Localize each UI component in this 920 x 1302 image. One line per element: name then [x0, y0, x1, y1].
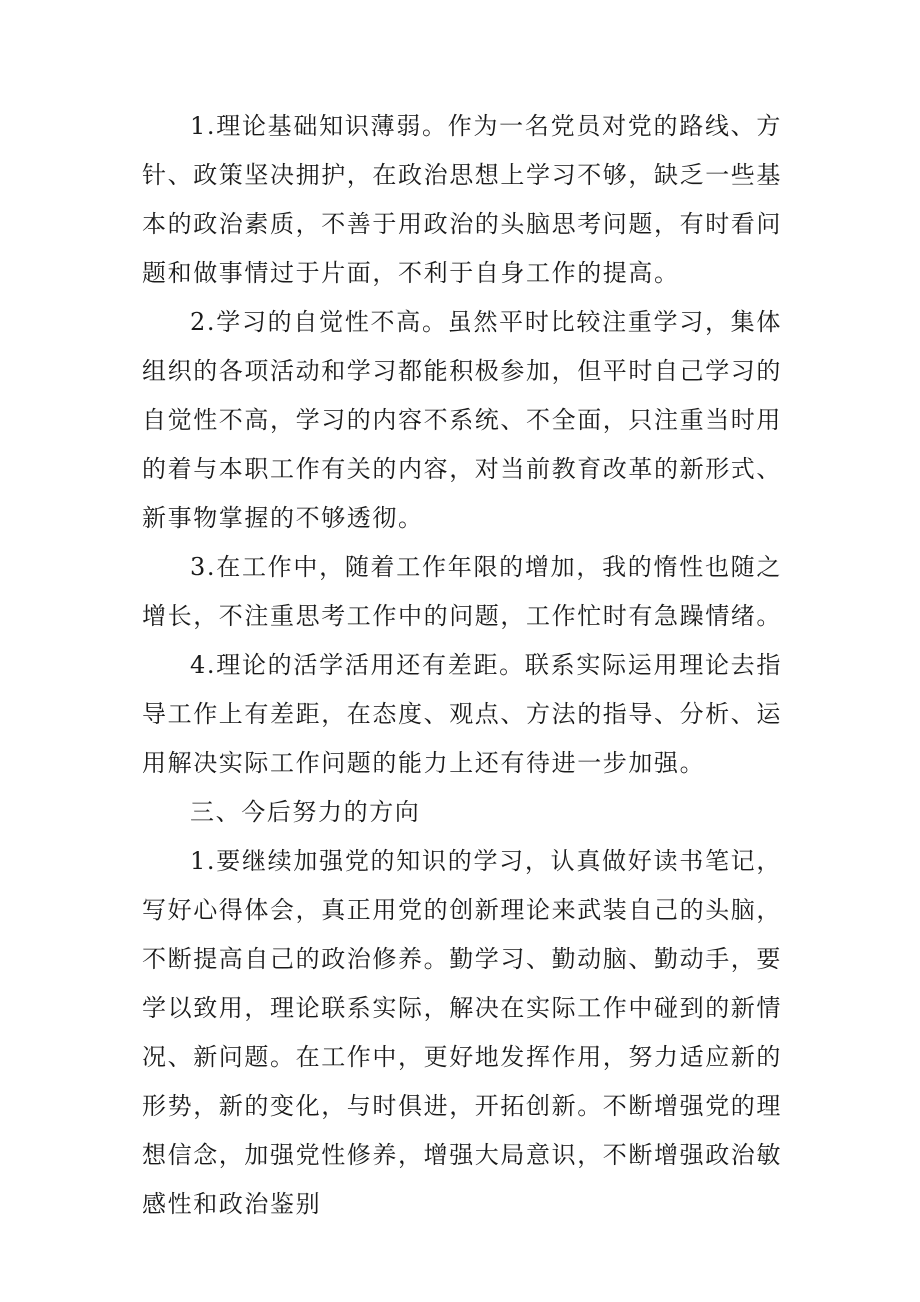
document-body: [142, 102, 782, 1229]
paragraph-weak-theory: 1.理论基础知识薄弱。作为一名党员对党的路线、方针、政策坚决拥护，在政治思想上学习不够，缺乏一些基本的政治素质，不善于用政治的头脑思考问题，有时看问题和做事情过于片面，不利于自身工作的提高。: [142, 112, 782, 287]
paragraph-theory-application: 4.理论的活学活用还有差距。联系实际运用理论去指导工作上有差距，在态度、观点、方法的指导、分析、运用解决实际工作问题的能力上还有待进一步加强。: [142, 651, 782, 777]
paragraph-work-inertia: 3.在工作中，随着工作年限的增加，我的惰性也随之增长，不注重思考工作中的问题，工作忙时有急躁情绪。: [142, 553, 782, 630]
paragraph-continue-learning: 1.要继续加强党的知识的学习，认真做好读书笔记，写好心得体会，真正用党的创新理论来武装自己的头脑，不断提高自己的政治修养。勤学习、勤动脑、勤动手，要学以致用，理论联系实际，解决在实际工作中碰到的新情况、新问题。在工作中，更好地发挥作用，努力适应新的形势，新的变化，与时俱进，开拓创新。不断增强党的理想信念，加强党性修养，增强大局意识，不断增强政治敏感性和政治鉴别: [142, 847, 782, 1218]
section-heading-future-direction: 三、今后努力的方向: [190, 798, 421, 826]
paragraph-study-consciousness: 2.学习的自觉性不高。虽然平时比较注重学习，集体组织的各项活动和学习都能积极参加，但平时自己学习的自觉性不高，学习的内容不系统、不全面，只注重当时用的着与本职工作有关的内容，对当前教育改革的新形式、新事物掌握的不够透彻。: [142, 308, 782, 532]
